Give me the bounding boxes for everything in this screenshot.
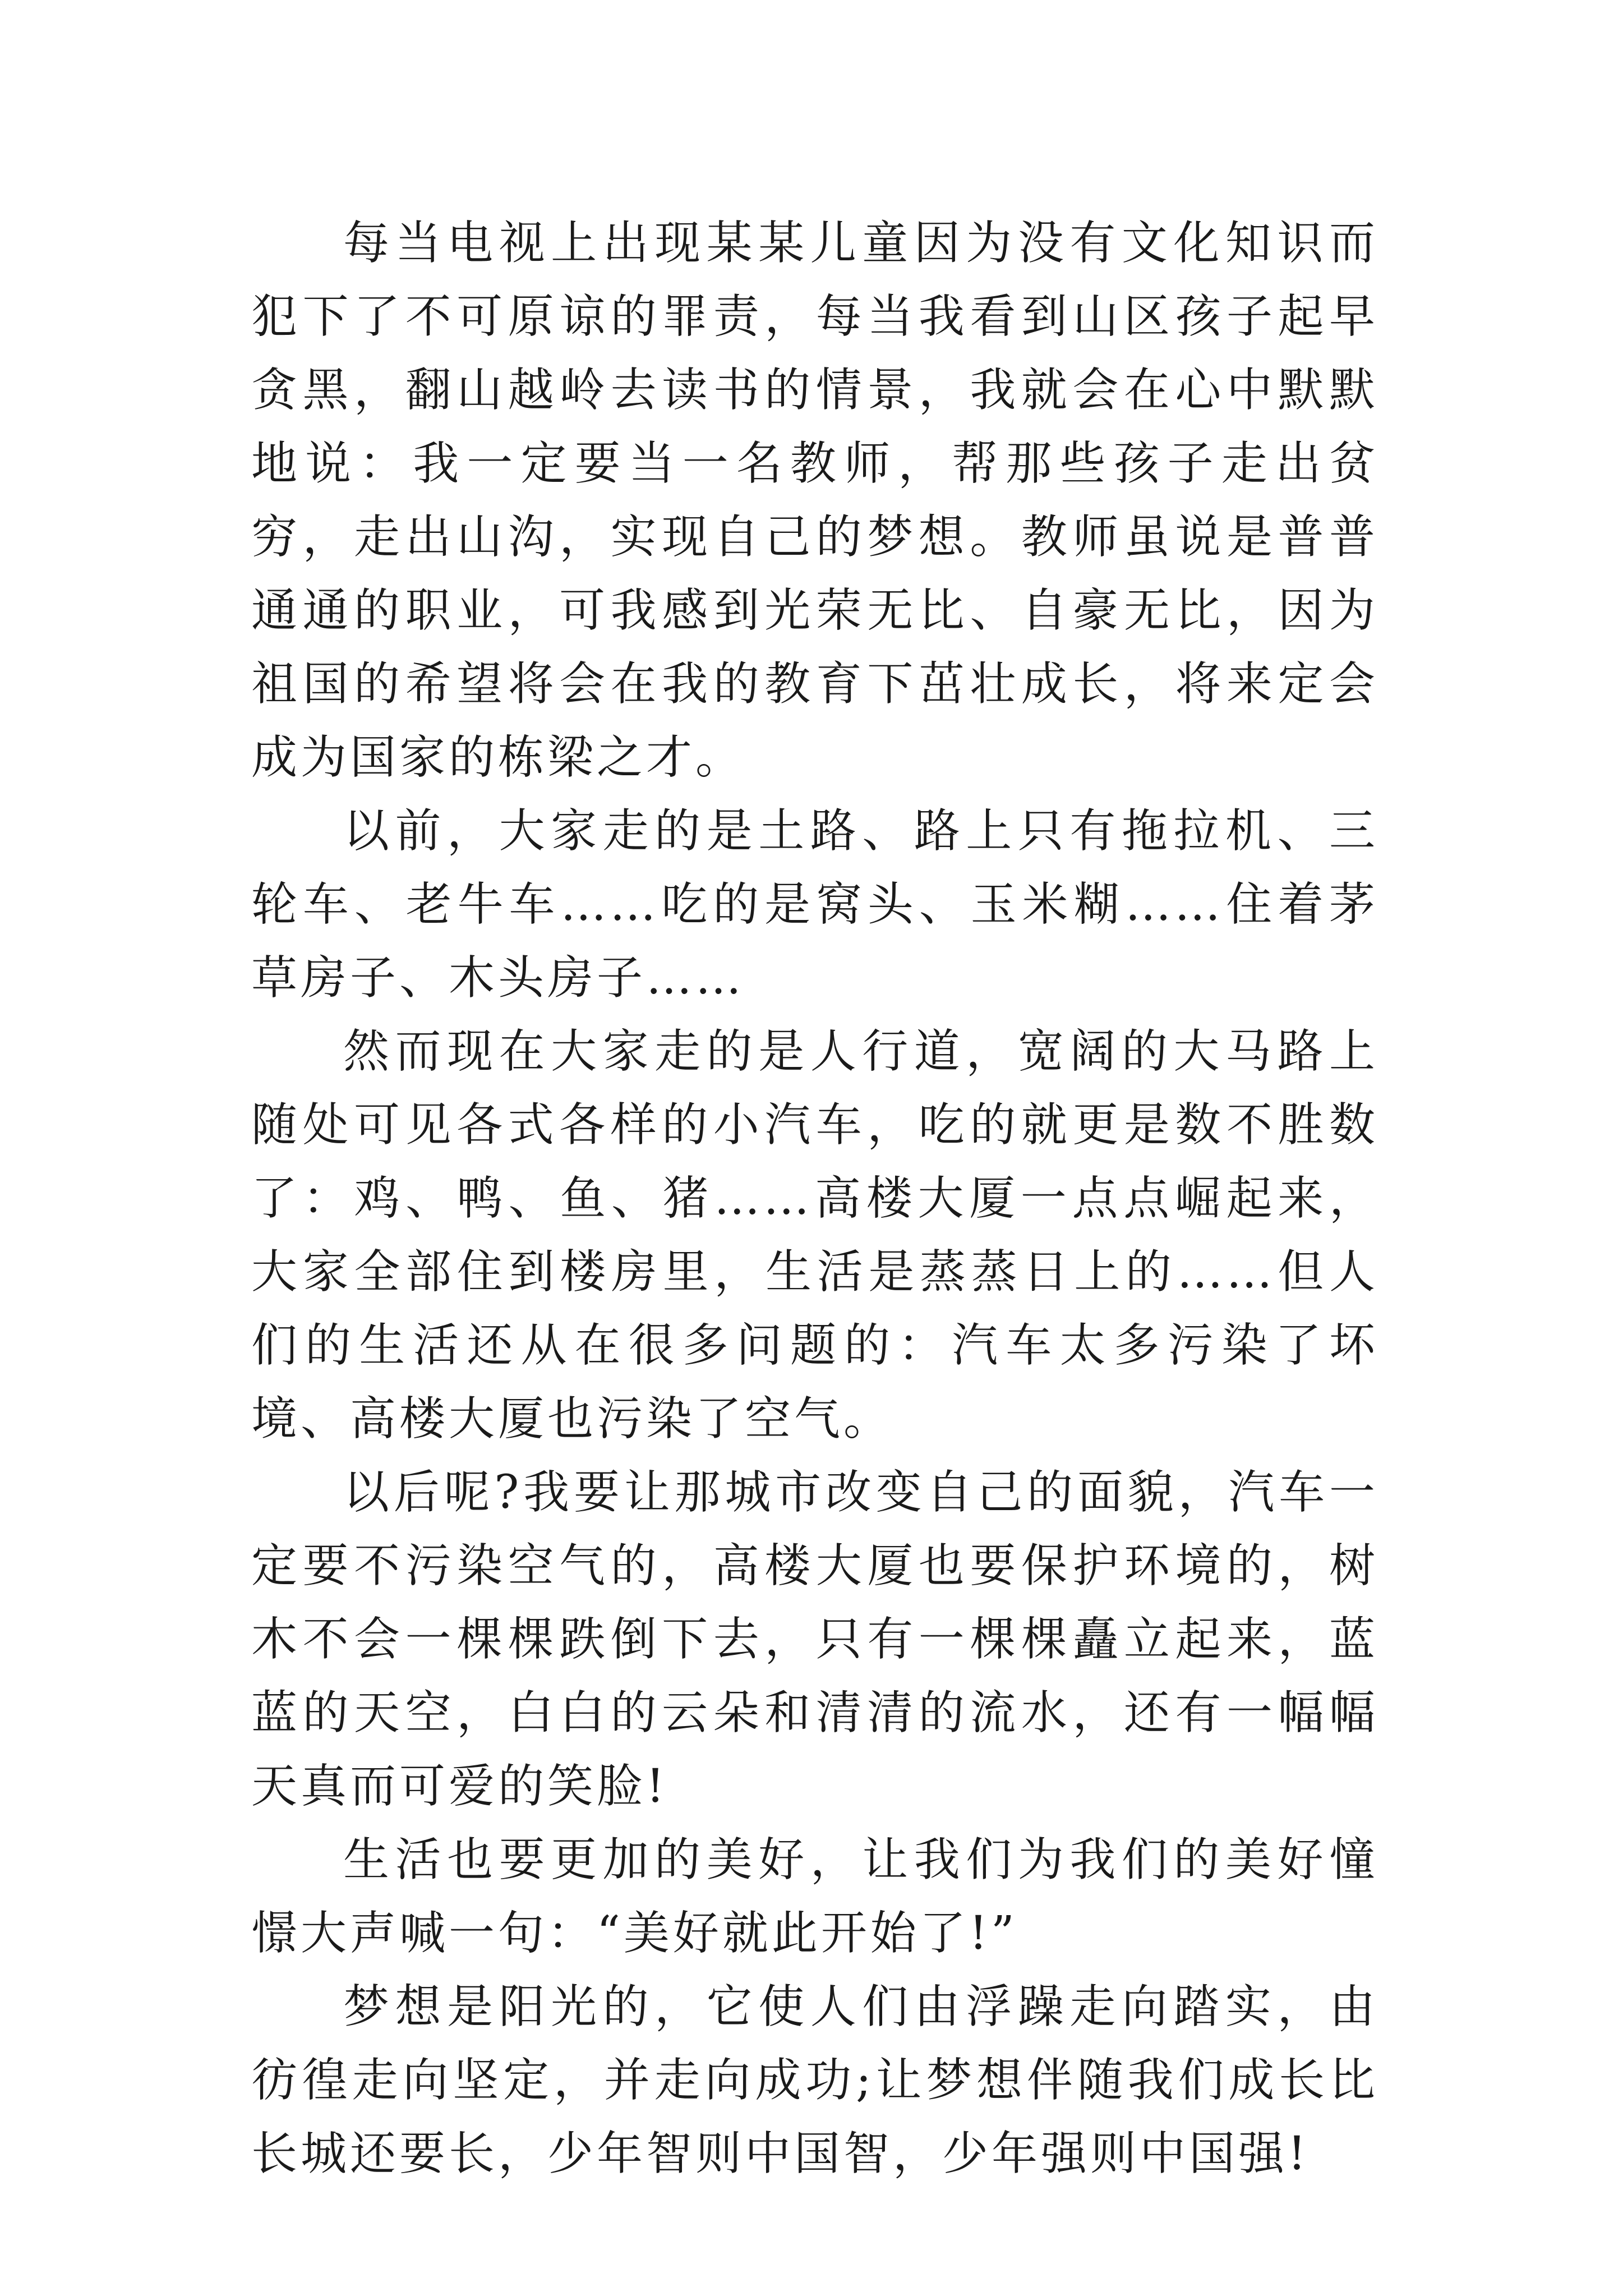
paragraph-6: 梦想是阳光的，它使人们由浮躁走向踏实，由彷徨走向坚定，并走向成功;让梦想伴随我们成长比长城还要长，少年智则中国智，少年强则中国强! <box>251 1980 1378 2180</box>
paragraph-3: 然而现在大家走的是人行道，宽阔的大马路上随处可见各式各样的小汽车，吃的就更是数不胜数了：鸡、鸭、鱼、猪……高楼大厦一点点崛起来，大家全部住到楼房里，生活是蒸蒸日上的……但人们的生活还从在很多问题的：汽车太多污染了坏境、高楼大厦也污染了空气。 <box>251 1025 1378 1446</box>
paragraph-2: 以前，大家走的是土路、路上只有拖拉机、三轮车、老牛车……吃的是窝头、玉米糊……住着茅草房子、木头房子…… <box>251 804 1378 1005</box>
paragraph-4: 以后呢?我要让那城市改变自己的面貌，汽车一定要不污染空气的，高楼大厦也要保护环境的，树木不会一棵棵跌倒下去，只有一棵棵矗立起来，蓝蓝的天空，白白的云朵和清清的流水，还有一幅幅天真而可爱的笑脸! <box>251 1466 1378 1813</box>
paragraph-5: 生活也要更加的美好，让我们为我们的美好憧憬大声喊一句：“美好就此开始了!” <box>251 1833 1378 1960</box>
document-body <box>251 206 1378 2191</box>
paragraph-1: 每当电视上出现某某儿童因为没有文化知识而犯下了不可原谅的罪责，每当我看到山区孩子起早贪黑，翻山越岭去读书的情景，我就会在心中默默地说：我一定要当一名教师，帮那些孩子走出贫穷，走出山沟，实现自己的梦想。教师虽说是普普通通的职业，可我感到光荣无比、自豪无比，因为祖国的希望将会在我的教育下茁壮成长，将来定会成为国家的栋梁之才。 <box>251 217 1378 784</box>
